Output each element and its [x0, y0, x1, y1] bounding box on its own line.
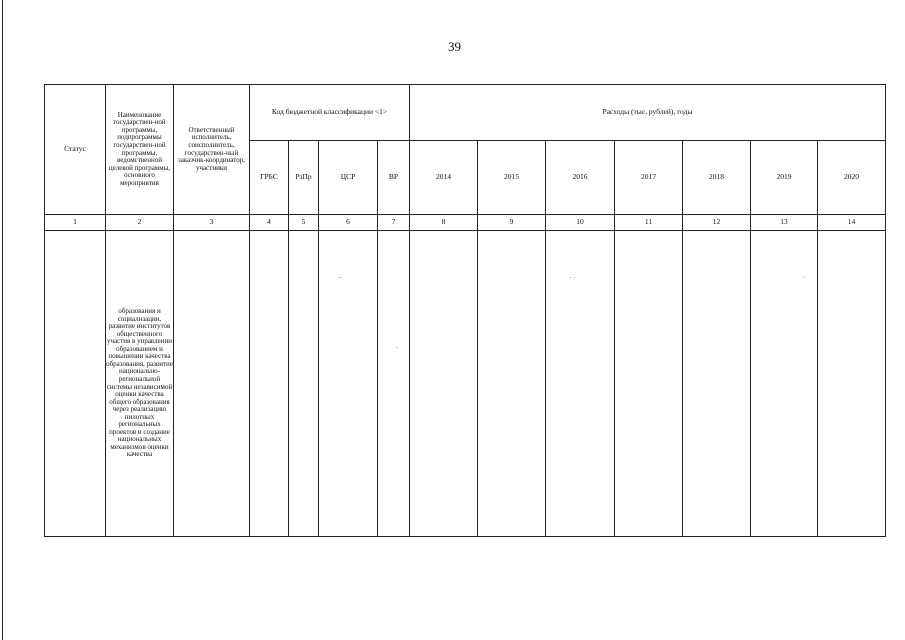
column-number: 7	[378, 215, 410, 231]
body-program-description: образования и социализации, развитие институтов общественного участия в управлении образованием и повышении качества образования, развитие национально-региональной системы независимой оценки качества общего образования через реализацию пилотных региональных проектов и создание национальных механизмов оценки качества	[106, 231, 174, 537]
header-year-2016: 2016	[546, 141, 615, 215]
column-number: 1	[45, 215, 106, 231]
column-number: 4	[250, 215, 289, 231]
scan-speck: ..	[338, 272, 342, 280]
header-program-name: Наименование государствен-ной программы, подпрограммы государствен-ной программы, ведомственной целевой программы, основного мероприятия	[106, 85, 174, 215]
header-code-vr: ВР	[378, 141, 410, 215]
page-number: 39	[448, 39, 461, 54]
body-2020-cell	[818, 231, 886, 537]
header-year-2017: 2017	[615, 141, 683, 215]
body-executor-cell	[174, 231, 250, 537]
header-code-csr: ЦСР	[319, 141, 378, 215]
column-number: 5	[289, 215, 319, 231]
column-number: 8	[410, 215, 478, 231]
header-responsible-executor: Ответственный исполнитель, соисполнитель, государствен-ный заказчик-координатор, участники	[174, 85, 250, 215]
body-2015-cell	[478, 231, 546, 537]
column-number: 12	[683, 215, 751, 231]
header-code-rzpr: РзПр	[289, 141, 319, 215]
body-csr-cell	[319, 231, 378, 537]
scan-speck: .	[396, 342, 398, 350]
budget-table	[44, 84, 886, 537]
column-number: 11	[615, 215, 683, 231]
body-grbs-cell	[250, 231, 289, 537]
body-status-cell	[45, 231, 106, 537]
header-status: Статус	[45, 85, 106, 215]
body-rzpr-cell	[289, 231, 319, 537]
body-2018-cell	[683, 231, 751, 537]
header-year-2020: 2020	[818, 141, 886, 215]
body-2019-cell	[751, 231, 818, 537]
body-vr-cell	[378, 231, 410, 537]
scan-speck: .	[803, 272, 805, 280]
header-expenses: Расходы (тыс. рублей), годы	[410, 85, 886, 141]
body-2016-cell	[546, 231, 615, 537]
column-number: 6	[319, 215, 378, 231]
scan-speck: . .	[570, 272, 576, 280]
column-number: 14	[818, 215, 886, 231]
header-code-grbs: ГРБС	[250, 141, 289, 215]
header-year-2015: 2015	[478, 141, 546, 215]
page-left-border	[2, 0, 3, 640]
body-2014-cell	[410, 231, 478, 537]
column-number: 10	[546, 215, 615, 231]
body-2017-cell	[615, 231, 683, 537]
header-year-2014: 2014	[410, 141, 478, 215]
header-year-2018: 2018	[683, 141, 751, 215]
header-budget-classification-code: Код бюджетной классификации <1>	[250, 85, 410, 141]
column-number: 3	[174, 215, 250, 231]
column-number: 13	[751, 215, 818, 231]
column-number: 2	[106, 215, 174, 231]
column-number: 9	[478, 215, 546, 231]
header-year-2019: 2019	[751, 141, 818, 215]
